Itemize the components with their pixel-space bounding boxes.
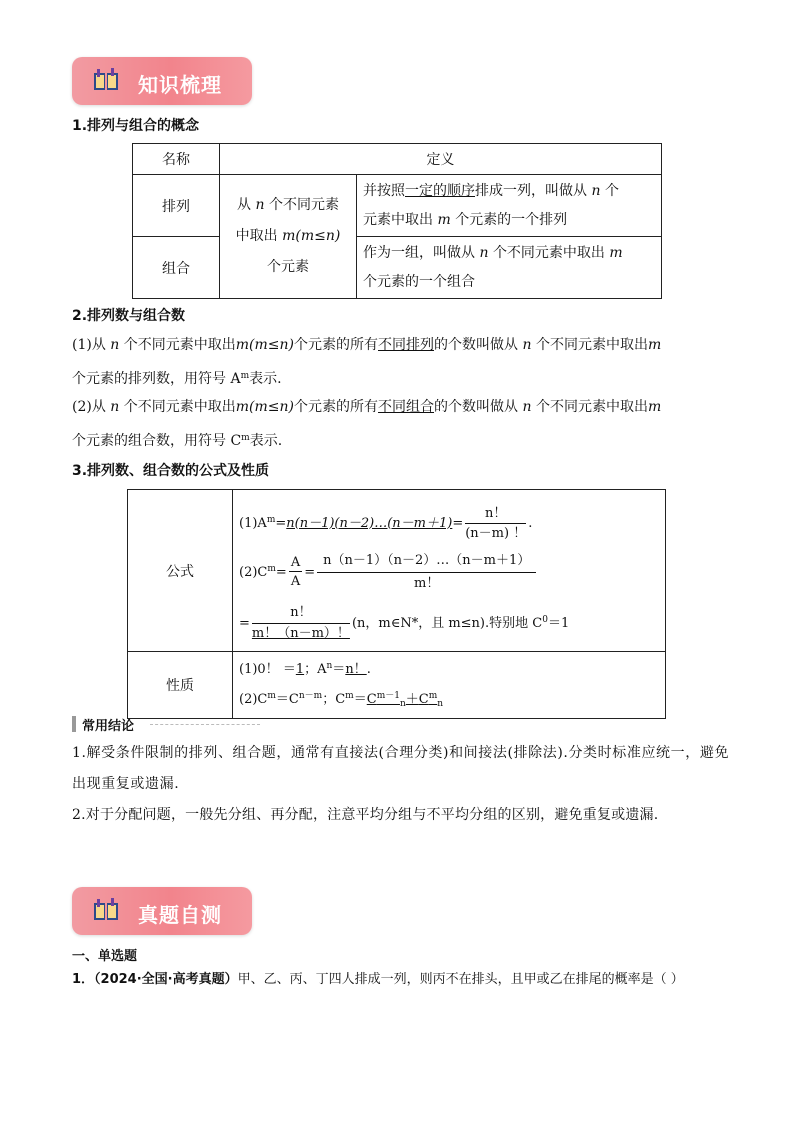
table-header-name: 名称 [133,144,220,175]
formula-combination-factorial: = $\frac{n!}{m!(n-m)!}$ (n，m∈N*，且 m≤n).特别地 $C^0=1$ [239,604,570,641]
book-icon [92,67,120,95]
formula-permutation: $(1)A^m=n(n-1)(n-2)\dots(n-m+1)=$ $\frac{n!}{(n-m) !}$ . [239,505,533,541]
section-banner-exam [72,887,252,935]
concept-table [132,143,662,299]
heading-single-choice: 一、单选题 [72,949,138,964]
row-label-formula: 公式 [128,490,233,652]
heading-numbers: 2.排列数与组合数 [72,308,186,324]
property-factorial: (1)0！ ＝1；$A^n=n$！. [239,661,371,677]
note-title: 常用结论 [82,719,135,734]
question-1: 1．（2024·全国·高考真题）甲、乙、丙、丁四人排成一列，则丙不在排头，且甲或乙在排尾的概率是（ ） [72,972,684,987]
paragraph-combination-number: (2)从 n 个不同元素中取出m(m≤n)个元素的所有不同组合的个数叫做从 n 个不同元素中取出m 个元素的组合数，用符号 $C^m$表示. [72,399,662,449]
book-icon [92,897,120,925]
formula-combination: $(2)C^m=$ $\frac{A}{A}$ = $\frac{n(n-1)(n-2)\dots(n-m+1)}{m!}$ [239,544,664,594]
shared-definition: 从 n 个不同元素 中取出 m(m≤n) 个元素 [220,175,357,299]
section-title: 真题自测 [138,903,222,927]
conclusion-1: 1.解受条件限制的排列、组合题，通常有直接法(合理分类)和间接法(排除法).分类时标准应统一，避免出现重复或遗漏. [72,745,730,792]
property-cell [233,652,666,719]
combination-definition: 作为一组，叫做从 n 个不同元素中取出 m 个元素的一个组合 [357,237,662,299]
row-label-combination: 组合 [133,237,220,299]
formula-cell [233,490,666,652]
paragraph-permutation-number: (1)从 n 个不同元素中取出m(m≤n)个元素的所有不同排列的个数叫做从 n 个不同元素中取出m 个元素的排列数，用符号 $A^m$表示. [72,337,662,387]
section-title: 知识梳理 [138,73,222,97]
heading-formulas: 3.排列数、组合数的公式及性质 [72,463,270,479]
permutation-definition: 并按照一定的顺序排成一列，叫做从 n 个 元素中取出 m 个元素的一个排列 [357,175,662,237]
property-combination: $(2)C^m=C^{n-m}$；$C^m=C^{m-1}_n+C^m_n$ [239,691,444,709]
heading-concept: 1.排列与组合的概念 [72,118,200,134]
conclusion-2: 2.对于分配问题，一般先分组、再分配，注意平均分组与不平均分组的区别，避免重复或遗漏. [72,807,659,823]
row-label-permutation: 排列 [133,175,220,237]
section-banner-knowledge [72,57,252,105]
table-header-def: 定义 [220,144,662,175]
note-marker [72,716,76,732]
row-label-property: 性质 [128,652,233,719]
note-divider [150,724,260,725]
formula-table [127,489,666,719]
